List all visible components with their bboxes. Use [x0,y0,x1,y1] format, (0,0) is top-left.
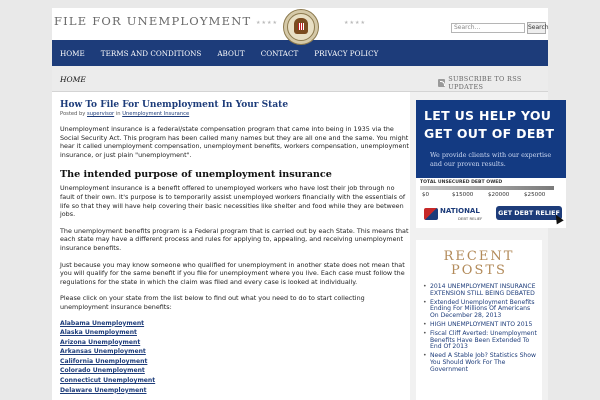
nav-item-home[interactable]: HOME [60,48,85,58]
ad-headline-2: GET OUT OF DEBT [424,126,555,141]
post-category-link[interactable]: Unemployment Insurance [122,111,190,117]
state-link-delaware[interactable]: Delaware Unemployment [60,386,147,394]
state-list [60,319,410,396]
state-link-california[interactable]: California Unemployment [60,357,148,365]
state-link-colorado[interactable]: Colorado Unemployment [60,367,145,375]
recent-posts-widget [416,240,542,400]
meta-in: in [115,111,121,117]
search-button[interactable]: Search [527,22,546,34]
national-debt-relief-logo-icon [424,208,438,220]
state-link-arkansas[interactable]: Arkansas Unemployment [60,348,146,356]
ad-brand-sub: DEBT RELIEF [458,216,483,221]
decorative-stars-left: ★★★★ [256,20,278,26]
site-title[interactable]: FILE FOR UNEMPLOYMENT [54,14,252,28]
nav-item-about[interactable]: ABOUT [217,48,245,58]
ad-subtext-1: We provide clients with our expertise [430,151,552,159]
search-input[interactable]: Search... [451,23,525,33]
main-content [60,100,410,395]
ad-scale-label: TOTAL UNSECURED DEBT OWED [420,180,503,185]
decorative-stars-right: ★★★★ [344,20,366,26]
recent-post-link-2[interactable]: • Extended Unemployment Benefits Ending For Millions Of Americans On December 28, 2013 [422,300,540,320]
nav-item-privacy[interactable]: PRIVACY POLICY [314,48,379,58]
state-link-alaska[interactable]: Alaska Unemployment [60,329,137,337]
ad-brand: NATIONAL [440,207,480,215]
post-paragraph-3: Just because you may know someone who qualified for unemployment in another state does not mean that you will qualify for the same benefit if you file for unemployment where you live. Each case must follow the regulations for the state in which the claim was filed and every case is looked at individually. [60,260,405,286]
site-header [52,8,548,38]
page [52,8,560,400]
ad-scale-ticks [416,192,566,200]
post-meta [60,111,410,117]
ad-debt-slider[interactable] [420,186,554,190]
recent-posts-list [422,284,540,376]
recent-post-link-5[interactable]: • Need A Stable Job? Statistics Show You Should Work For The Government [422,353,540,373]
post-paragraph-2: The unemployment benefits program is a Federal program that is carried out by each State. This means that each state may have a different process and rules for applying to, appealing, and receiving unemployment insurance benefits. [60,226,409,252]
recent-post-link-3[interactable]: • HIGH UNEMPLOYMENT INTO 2015 [422,322,540,329]
ad-tick-3: $25000 [524,192,546,198]
ad-headline-1: LET US HELP YOU [424,108,552,123]
rss-icon [438,79,445,87]
recent-post-link-4[interactable]: • Fiscal Cliff Averted: Unemployment Benefits Have Been Extended To End Of 2013 [422,331,540,351]
post-author-link[interactable]: supervisor [87,111,115,117]
post-intro: Unemployment insurance is a federal/state compensation program that came into being in 1935 via the Social Security Act. This program has been called many names but they are all one and the same. You might hear it called unemployment compensation, unemployment benefits, workers compensation, unemployment insurance, or just plain "unemployment". [60,125,409,159]
rss-label: SUBSCRIBE TO RSS UPDATES [448,75,522,91]
nav-item-terms[interactable]: TERMS AND CONDITIONS [100,48,202,58]
ad-tick-0: $0 [422,192,430,198]
breadcrumb-bar [52,66,548,92]
state-link-connecticut[interactable]: Connecticut Unemployment [60,377,156,385]
ad-subtext-2: and our proven results. [430,160,506,168]
debt-relief-ad[interactable] [416,100,566,228]
nav-item-contact[interactable]: CONTACT [260,48,299,58]
rss-subscribe-link[interactable] [438,75,548,91]
post-heading: The intended purpose of unemployment insurance [60,169,332,181]
post-paragraph-1: Unemployment insurance is a benefit offered to unemployed workers who have lost their job through no fault of their own. It's purpose is to temporarily assist unemployed workers financially with the essentials of life so that they will have help covering their basic necessities like shelter and food while they are between jobs. [60,184,406,219]
post-paragraph-4: Please click on your state from the list below to find out what you need to do to start collecting unemployment insurance benefits: [60,294,365,311]
shield-icon [298,23,304,30]
recent-posts-title-2: POSTS [451,263,507,278]
recent-posts-title-1: RECENT [443,249,515,264]
post-title[interactable]: How To File For Unemployment In Your State [60,100,289,110]
sidebar [410,92,560,400]
meta-prefix: Posted by [60,111,86,117]
seal-logo-icon [283,9,319,45]
get-debt-relief-button[interactable]: GET DEBT RELIEF [496,206,562,220]
ad-banner-top [416,100,566,178]
state-link-arizona[interactable]: Arizona Unemployment [60,338,141,346]
recent-post-link-1[interactable]: • 2014 UNEMPLOYMENT INSURANCE EXTENSION STILL BEING DEBATED [422,284,540,298]
state-link-alabama[interactable]: Alabama Unemployment [60,319,145,327]
breadcrumb: HOME [60,75,86,84]
ad-tick-2: $20000 [488,192,510,198]
ad-tick-1: $15000 [452,192,474,198]
